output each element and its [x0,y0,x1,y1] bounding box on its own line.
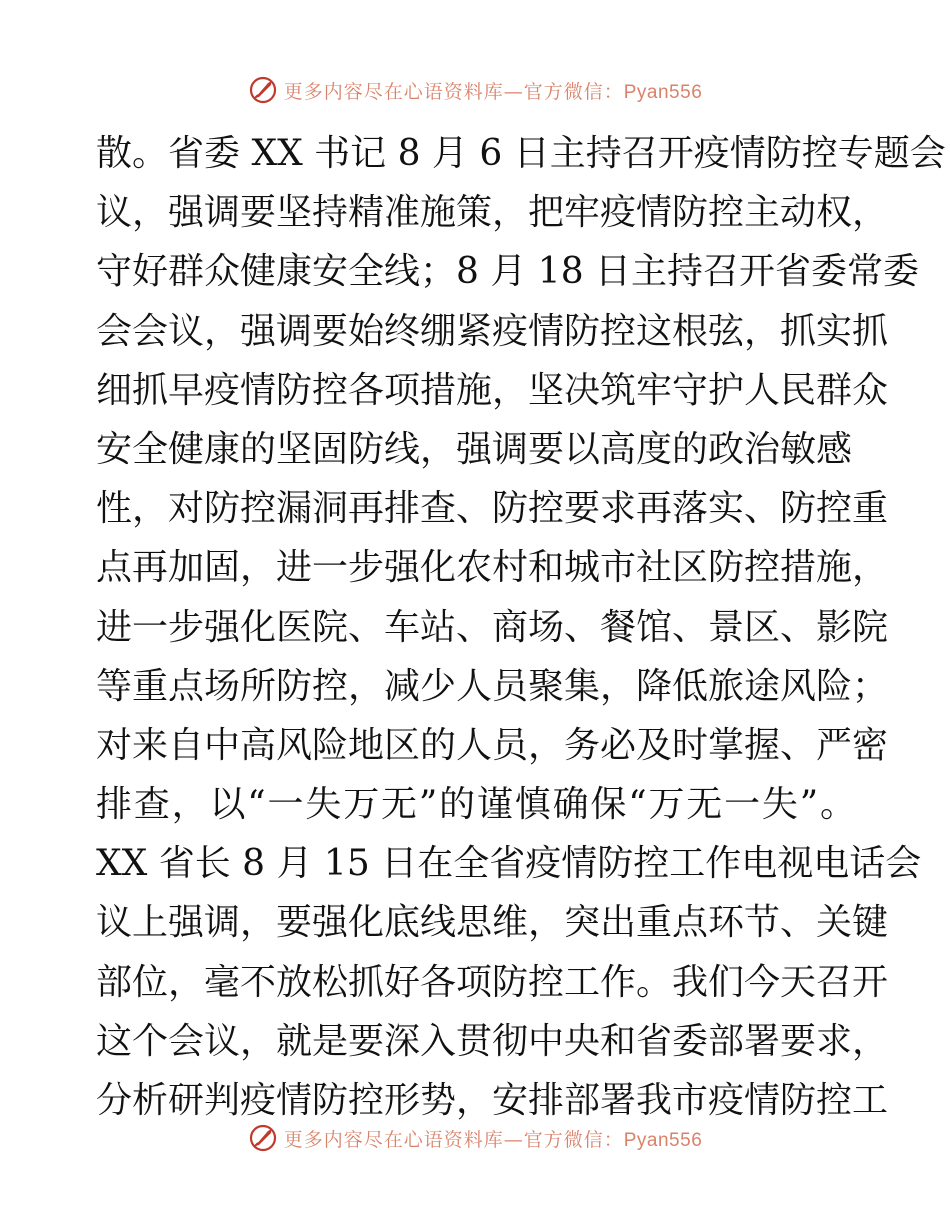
feather-quill-logo-icon [248,75,278,105]
body-line: 分析研判疫情防控形势，安排部署我市疫情防控工 [96,1080,889,1121]
watermark-footer [0,1118,950,1158]
body-line: 对来自中高风险地区的人员，务必及时掌握、严密 [96,724,889,766]
body-line: 议上强调，要强化底线思维，突出重点环节、关键 [96,902,889,944]
body-line: 排查，以“一失万无”的谨慎确保“万无一失”。 [96,784,856,826]
body-line: 细抓早疫情防控各项措施，坚决筑牢守护人民群众 [96,369,889,411]
watermark-header [0,70,950,110]
body-line: 这个会议，就是要深入贯彻中央和省委部署要求， [96,1020,889,1062]
body-line: 进一步强化医院、车站、商场、餐馆、景区、影院 [96,606,889,648]
body-line: XX 省长 8 月 15 日在全省疫情防控工作电视电话会 [96,843,922,885]
body-line: 会会议，强调要始终绷紧疫情防控这根弦，抓实抓 [96,310,889,352]
body-line: 部位，毫不放松抓好各项防控工作。我们今天召开 [96,961,889,1003]
body-line: 守好群众健康安全线；8 月 18 日主持召开省委常委 [96,251,920,293]
watermark-text [284,77,703,104]
document-body [96,124,946,1130]
body-line: 议，强调要坚持精准施策，把牢疫情防控主动权， [96,192,889,234]
body-line: 点再加固，进一步强化农村和城市社区防控措施， [96,547,889,589]
body-line: 性，对防控漏洞再排查、防控要求再落实、防控重 [96,488,889,530]
body-line: 等重点场所防控，减少人员聚集，降低旅途风险； [96,665,889,707]
watermark-text [284,1125,703,1152]
watermark-label: 更多内容尽在心语资料库—官方微信： [283,1128,624,1151]
body-line: 散。省委 XX 书记 8 月 6 日主持召开疫情防控专题会 [96,133,946,174]
body-line: 安全健康的坚固防线，强调要以高度的政治敏感 [96,428,853,470]
watermark-label: 更多内容尽在心语资料库—官方微信： [283,80,624,103]
watermark-wechat-id: Pyan556 [623,81,703,103]
watermark-wechat-id: Pyan556 [623,1129,703,1151]
feather-quill-logo-icon [248,1123,278,1153]
